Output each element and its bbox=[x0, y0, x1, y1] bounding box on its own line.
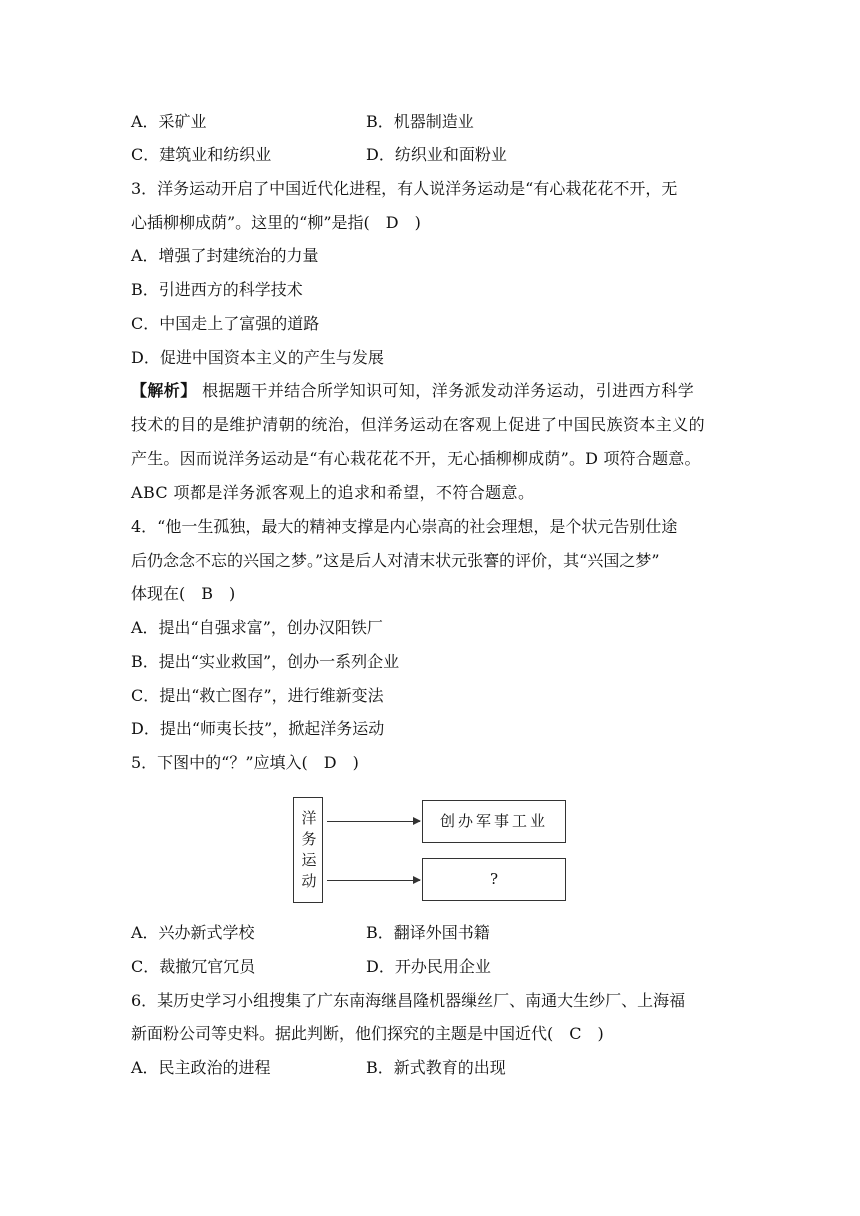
yangwu-diagram bbox=[290, 797, 570, 905]
q4-option-b: B．提出“实业救国”，创办一系列企业 bbox=[131, 652, 400, 671]
q5-option-c: C．裁撤冗官冗员 bbox=[131, 957, 256, 976]
diagram-bottom-box: ? bbox=[422, 858, 566, 901]
q4-option-d: D．提出“师夷长技”，掀起洋务运动 bbox=[131, 719, 385, 738]
analysis-text: 根据题干并结合所学知识可知，洋务派发动洋务运动，引进西方科学 bbox=[202, 381, 695, 400]
analysis-tag: 【解析】 bbox=[131, 381, 197, 400]
diagram-left-char: 运 bbox=[301, 851, 317, 869]
analysis-line2: 技术的目的是维护清朝的统治，但洋务运动在客观上促进了中国民族资本主义的 bbox=[131, 415, 706, 434]
diagram-top-box: 创办军事工业 bbox=[422, 800, 566, 843]
q5-option-d: D．开办民用企业 bbox=[366, 957, 491, 976]
diagram-left-box bbox=[293, 797, 323, 903]
q3-option-b: B．引进西方的科学技术 bbox=[131, 280, 303, 299]
q4-option-c: C．提出“救亡图存”，进行维新变法 bbox=[131, 686, 384, 705]
arrow-right-icon bbox=[327, 880, 420, 881]
q4-option-a: A．提出“自强求富”，创办汉阳铁厂 bbox=[131, 618, 383, 637]
q2-option-c: C．建筑业和纺织业 bbox=[131, 145, 272, 164]
diagram-left-char: 动 bbox=[301, 872, 317, 890]
analysis-line1 bbox=[131, 380, 694, 402]
diagram-left-char: 洋 bbox=[301, 809, 317, 827]
q6-stem-line1: 6．某历史学习小组搜集了广东南海继昌隆机器缫丝厂、南通大生纱厂、上海福 bbox=[131, 991, 686, 1010]
q3-stem-line1: 3．洋务运动开启了中国近代化进程，有人说洋务运动是“有心栽花花不开，无 bbox=[131, 179, 678, 198]
analysis-line3: 产生。因而说洋务运动是“有心栽花花不开，无心插柳柳成荫”。D 项符合题意。 bbox=[131, 449, 701, 468]
q2-option-d: D．纺织业和面粉业 bbox=[366, 145, 507, 164]
analysis-line4: ABC 项都是洋务派客观上的追求和希望，不符合题意。 bbox=[131, 483, 535, 502]
q2-option-b: B．机器制造业 bbox=[366, 112, 474, 131]
arrow-right-icon bbox=[327, 821, 420, 822]
q6-stem-line2: 新面粉公司等史料。据此判断，他们探究的主题是中国近代( C ) bbox=[131, 1024, 604, 1043]
q3-option-c: C．中国走上了富强的道路 bbox=[131, 314, 320, 333]
q5-stem: 5．下图中的“？”应填入( D ) bbox=[131, 753, 359, 772]
q2-option-a: A．采矿业 bbox=[131, 112, 207, 131]
q5-option-a: A．兴办新式学校 bbox=[131, 923, 255, 942]
q4-stem-line1: 4．“他一生孤独，最大的精神支撑是内心崇高的社会理想，是个状元告别仕途 bbox=[131, 517, 678, 536]
diagram-left-label bbox=[294, 808, 324, 892]
q4-stem-line2: 后仍念念不忘的兴国之梦。”这是后人对清末状元张謇的评价，其“兴国之梦” bbox=[131, 551, 660, 570]
q3-option-a: A．增强了封建统治的力量 bbox=[131, 246, 319, 265]
q6-option-b: B．新式教育的出现 bbox=[366, 1058, 506, 1077]
q3-stem-line2: 心插柳柳成荫”。这里的“柳”是指( D ) bbox=[131, 213, 421, 232]
q5-option-b: B．翻译外国书籍 bbox=[366, 923, 490, 942]
q6-option-a: A．民主政治的进程 bbox=[131, 1058, 271, 1077]
diagram-left-char: 务 bbox=[301, 830, 317, 848]
q4-stem-line3: 体现在( B ) bbox=[131, 584, 236, 603]
q3-option-d: D．促进中国资本主义的产生与发展 bbox=[131, 348, 384, 367]
